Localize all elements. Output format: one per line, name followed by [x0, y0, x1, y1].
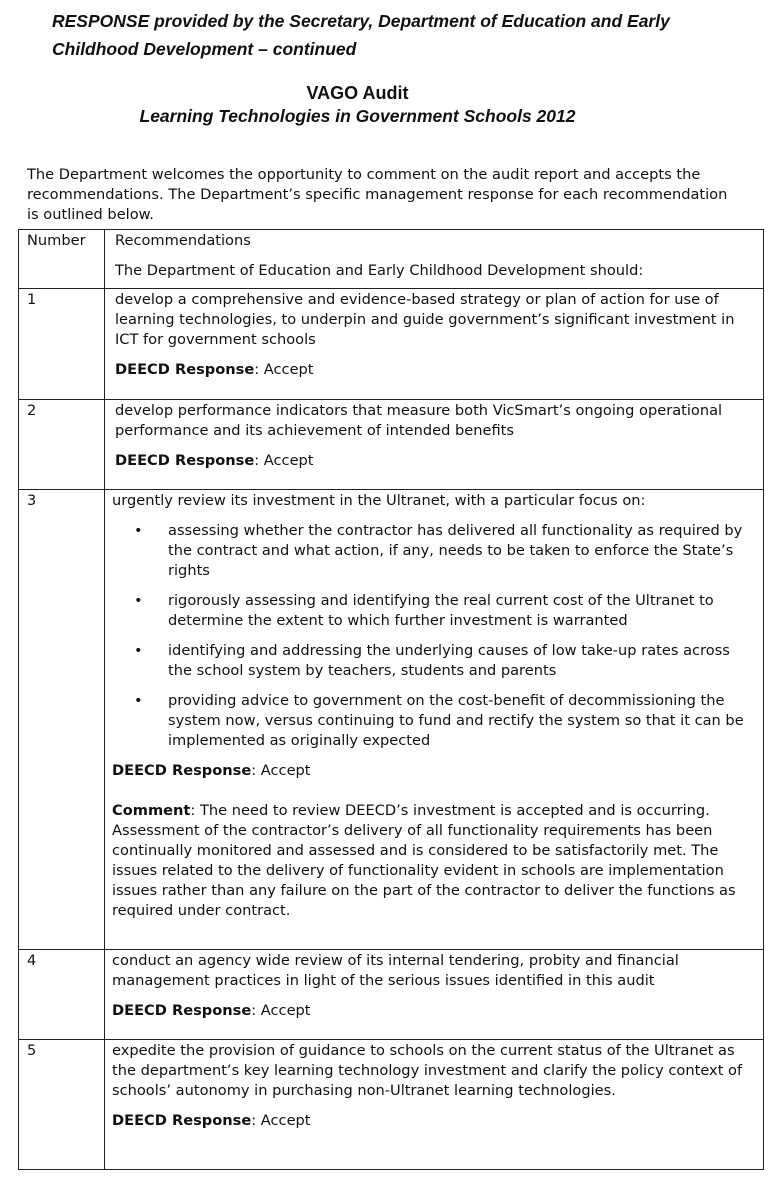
table-row — [19, 289, 764, 400]
response-value: : Accept — [254, 361, 314, 378]
deecd-response — [112, 1111, 757, 1131]
row-number: 2 — [19, 400, 105, 490]
bullet-icon: • — [134, 592, 143, 609]
header-line-1: RESPONSE provided by the Secretary, Department of Education and Early — [52, 11, 670, 31]
deecd-response — [115, 451, 757, 471]
response-value: : Accept — [251, 762, 311, 779]
recommendation-text: conduct an agency wide review of its internal tendering, probity and financial management practices in light of the serious issues identified in this audit — [112, 952, 679, 989]
list-item — [112, 521, 757, 581]
response-label: DEECD Response — [112, 762, 252, 779]
response-value: : Accept — [254, 452, 314, 469]
table-row — [19, 1040, 764, 1170]
column-header-number: Number — [19, 230, 105, 289]
title-block — [0, 81, 715, 128]
response-label: DEECD Response — [112, 1002, 252, 1019]
response-value: : Accept — [251, 1112, 311, 1129]
list-item — [112, 691, 757, 751]
table-row — [19, 950, 764, 1040]
row-number: 4 — [19, 950, 105, 1040]
bullet-icon: • — [134, 522, 143, 539]
column-header-recommendations — [105, 230, 764, 289]
deecd-response — [112, 1001, 757, 1021]
document-header — [52, 7, 752, 63]
list-item — [112, 641, 757, 681]
comment-label: Comment — [112, 802, 191, 819]
recommendation-text: develop performance indicators that measure both VicSmart’s ongoing operational performance and its achievement of intended benefits — [115, 402, 723, 439]
bullet-icon: • — [134, 692, 143, 709]
recommendations-table — [18, 229, 764, 1170]
recommendation-cell — [105, 1040, 764, 1170]
row-number: 5 — [19, 1040, 105, 1170]
response-value: : Accept — [251, 1002, 311, 1019]
row-number: 3 — [19, 490, 105, 950]
response-label: DEECD Response — [112, 1112, 252, 1129]
deecd-response — [112, 761, 757, 781]
list-item-text: rigorously assessing and identifying the real current cost of the Ultranet to determine the extent to which further investment is warranted — [168, 592, 714, 629]
preamble-text: The Department of Education and Early Childhood Development should: — [115, 262, 644, 279]
recommendation-cell — [105, 490, 764, 950]
table-row — [19, 490, 764, 950]
table-row — [19, 400, 764, 490]
recommendation-text: urgently review its investment in the Ultranet, with a particular focus on: — [112, 492, 646, 509]
document-subtitle: Learning Technologies in Government Schools 2012 — [139, 106, 576, 126]
list-item-text: providing advice to government on the cost-benefit of decommissioning the system now, versus continuing to fund and rectify the system so that it can be implemented as originally expected — [168, 692, 744, 749]
recommendations-heading: Recommendations — [115, 232, 251, 249]
document-title: VAGO Audit — [306, 83, 409, 103]
row-number: 1 — [19, 289, 105, 400]
bullet-icon: • — [134, 642, 143, 659]
deecd-response — [115, 360, 757, 380]
recommendation-text: expedite the provision of guidance to schools on the current status of the Ultranet as the department’s key learning technology investment and clarify the policy context of schools’ autonomy in purchasing non-Ultranet learning technologies. — [112, 1042, 743, 1099]
list-item-text: identifying and addressing the underlying causes of low take-up rates across the school system by teachers, students and parents — [168, 642, 730, 679]
header-line-2: Childhood Development – continued — [52, 39, 357, 59]
comment-text: : The need to review DEECD’s investment is accepted and is occurring. Assessment of the contractor’s delivery of all functionality requirements has been continually monitored and assessed and is considered to be satisfactorily met. The issues related to the delivery of functionality evident in schools are implementation issues rather than any failure on the part of the contractor to deliver the functions as required under contract. — [112, 802, 736, 919]
comment-paragraph — [112, 801, 757, 921]
focus-bullet-list — [112, 521, 757, 751]
table-header-row — [19, 230, 764, 289]
response-label: DEECD Response — [115, 361, 255, 378]
recommendation-cell — [105, 400, 764, 490]
intro-paragraph: The Department welcomes the opportunity to comment on the audit report and accepts the recommendations. The Department’s specific management response for each recommendation is outlined below. — [27, 165, 728, 223]
list-item — [112, 591, 757, 631]
recommendation-cell — [105, 289, 764, 400]
list-item-text: assessing whether the contractor has delivered all functionality as required by the contract and what action, if any, needs to be taken to enforce the State’s rights — [168, 522, 743, 579]
recommendation-text: develop a comprehensive and evidence-based strategy or plan of action for use of learning technologies, to underpin and guide government’s significant investment in ICT for government schools — [115, 291, 735, 348]
response-label: DEECD Response — [115, 452, 255, 469]
recommendation-cell — [105, 950, 764, 1040]
